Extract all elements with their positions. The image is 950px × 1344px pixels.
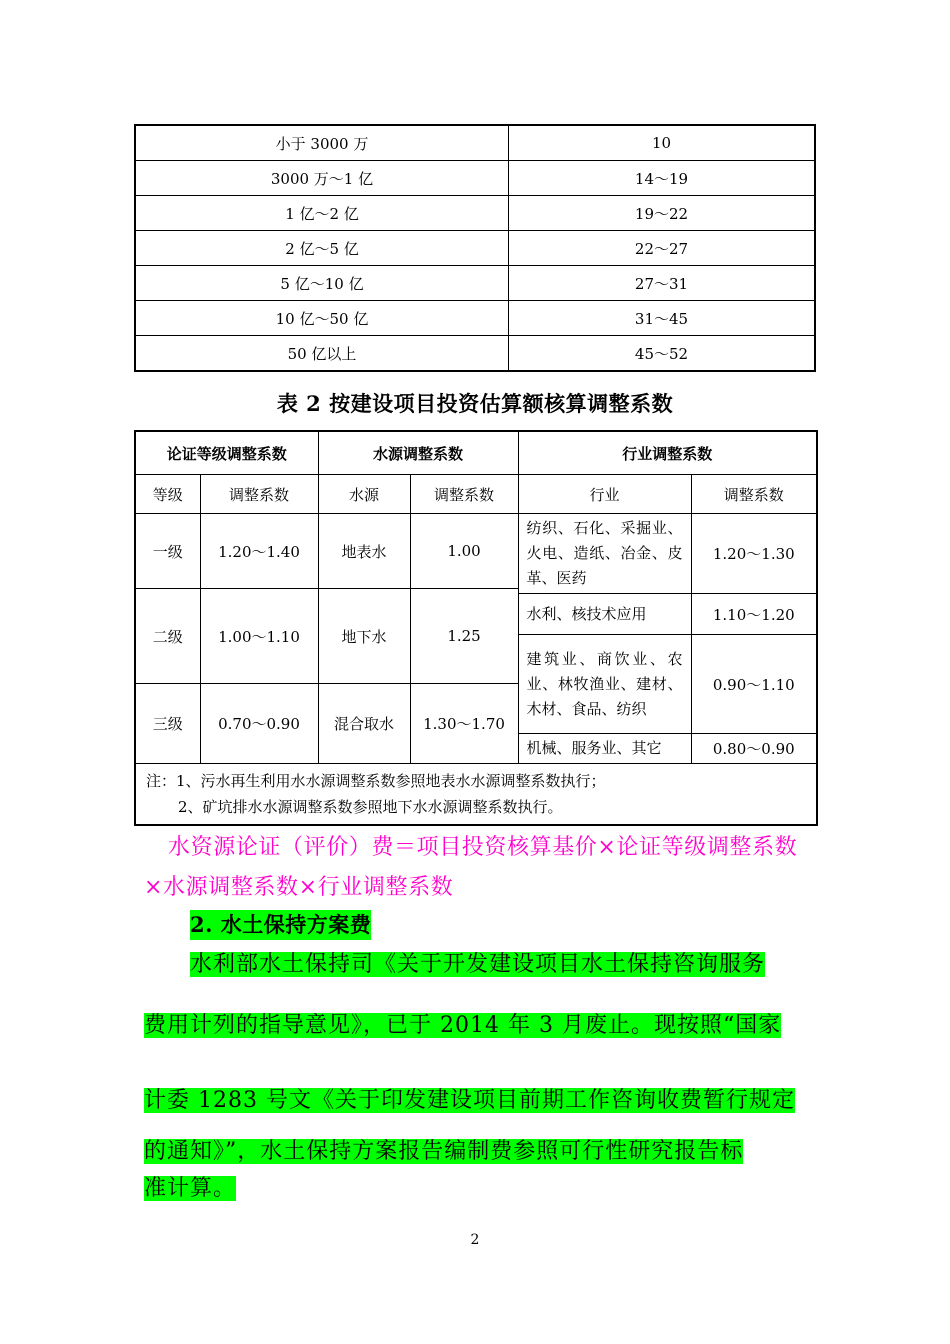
industry-name: 水利、核技术应用 (518, 594, 691, 635)
industry-coef: 1.20～1.30 (691, 514, 817, 594)
industry-coef: 0.90～1.10 (691, 635, 817, 734)
source-coef: 1.00 (410, 514, 518, 589)
subheader-coef: 调整系数 (691, 475, 817, 514)
fee-formula: 水资源论证（评价）费＝项目投资核算基价×论证等级调整系数×水源调整系数×行业调整系数 (144, 835, 798, 900)
table-cell: 27～31 (509, 266, 816, 301)
table-cell: 10 (509, 125, 816, 161)
source-name: 地表水 (318, 514, 410, 589)
grade-coef: 1.20～1.40 (200, 514, 318, 589)
highlighted-text: 计委 1283 号文《关于印发建设项目前期工作咨询收费暂行规定 (144, 1088, 795, 1113)
table-cell: 10 亿～50 亿 (135, 301, 509, 336)
header-grade-coef: 论证等级调整系数 (135, 431, 318, 475)
table-cell: 3000 万～1 亿 (135, 161, 509, 196)
table-row (135, 301, 815, 336)
header-source-coef: 水源调整系数 (318, 431, 518, 475)
grade-level: 三级 (135, 684, 200, 764)
table-note (135, 764, 817, 826)
highlighted-text: 费用计列的指导意见》，已于 2014 年 3 月废止。现按照“国家 (144, 1013, 782, 1038)
industry-name: 纺织、石化、采掘业、火电、造纸、冶金、皮革、医药 (518, 514, 691, 594)
table-cell: 45～52 (509, 336, 816, 372)
table-row (135, 336, 815, 372)
subheader-coef: 调整系数 (200, 475, 318, 514)
table-cell: 小于 3000 万 (135, 125, 509, 161)
subheader-coef: 调整系数 (410, 475, 518, 514)
grade-level: 一级 (135, 514, 200, 589)
highlighted-text: 准计算。 (144, 1176, 237, 1201)
table-cell: 14～19 (509, 161, 816, 196)
table-cell: 31～45 (509, 301, 816, 336)
industry-name: 机械、服务业、其它 (518, 734, 691, 764)
table-row (135, 125, 815, 161)
header-industry-coef: 行业调整系数 (518, 431, 817, 475)
paragraph-line (144, 1136, 806, 1168)
source-name: 地下水 (318, 589, 410, 684)
highlighted-text: 的通知》”，水土保持方案报告编制费参照可行性研究报告标 (144, 1139, 744, 1164)
grade-coef: 1.00～1.10 (200, 589, 318, 684)
page-number: 2 (470, 1232, 480, 1248)
note-line: 2、矿坑排水水源调整系数参照地下水水源调整系数执行。 (178, 798, 563, 816)
industry-coef: 0.80～0.90 (691, 734, 817, 764)
grade-coef: 0.70～0.90 (200, 684, 318, 764)
adjustment-coefficient-table (134, 430, 818, 826)
paragraph-line (144, 949, 806, 981)
table-cell: 5 亿～10 亿 (135, 266, 509, 301)
subheader-industry: 行业 (518, 475, 691, 514)
source-name: 混合取水 (318, 684, 410, 764)
table-row (135, 266, 815, 301)
subheader-level: 等级 (135, 475, 200, 514)
highlighted-text: 水利部水土保持司《关于开发建设项目水土保持咨询服务 (190, 952, 766, 977)
investment-base-table (134, 124, 816, 372)
source-coef: 1.25 (410, 589, 518, 684)
source-coef: 1.30～1.70 (410, 684, 518, 764)
table-cell: 2 亿～5 亿 (135, 231, 509, 266)
industry-coef: 1.10～1.20 (691, 594, 817, 635)
table-row (135, 196, 815, 231)
paragraph-line (144, 1010, 806, 1042)
table-caption: 表 2 按建设项目投资估算额核算调整系数 (276, 391, 674, 416)
table-cell: 50 亿以上 (135, 336, 509, 372)
industry-name: 建筑业、商饮业、农业、林牧渔业、建材、木材、食品、纺织 (518, 635, 691, 734)
subheader-source: 水源 (318, 475, 410, 514)
table-row (135, 231, 815, 266)
table-cell: 22～27 (509, 231, 816, 266)
table-cell: 19～22 (509, 196, 816, 231)
paragraph-line (144, 1173, 806, 1205)
grade-level: 二级 (135, 589, 200, 684)
table-row (135, 161, 815, 196)
paragraph-line (144, 1085, 806, 1117)
table-cell: 1 亿～2 亿 (135, 196, 509, 231)
section-heading: 2. 水土保持方案费 (190, 910, 371, 940)
note-line: 注：1、污水再生利用水水源调整系数参照地表水水源调整系数执行； (146, 772, 606, 790)
